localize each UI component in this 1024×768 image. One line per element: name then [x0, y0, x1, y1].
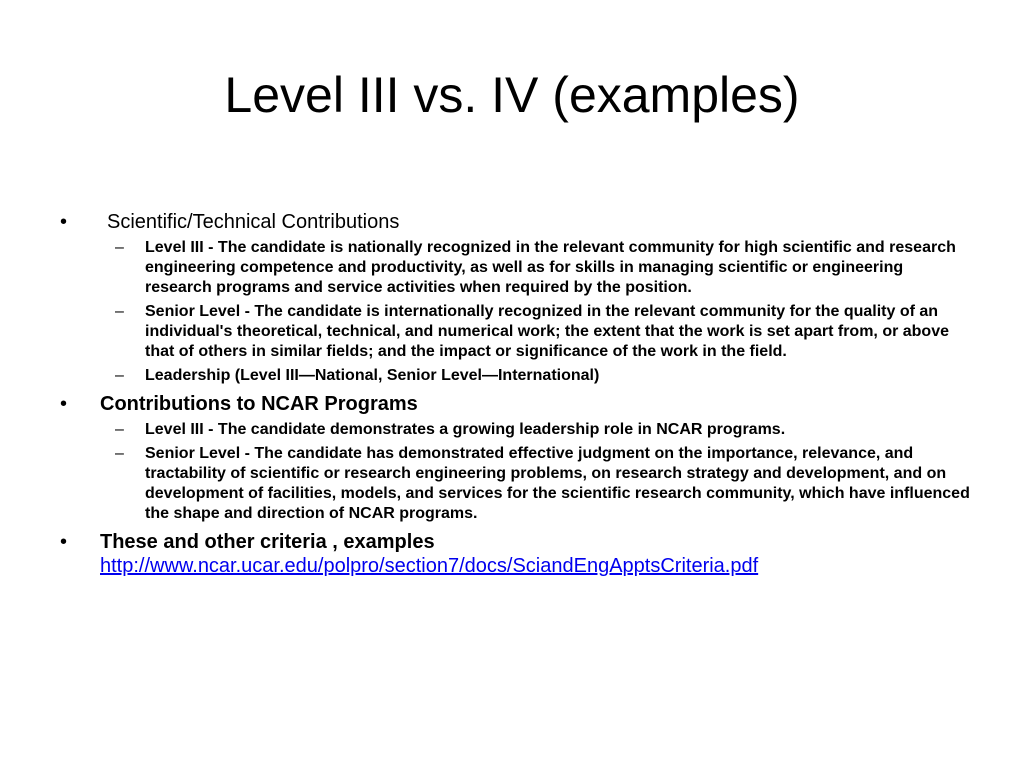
- dash-marker: –: [115, 303, 124, 320]
- slide-content: [60, 210, 970, 580]
- sub-bullet-leadership: [60, 366, 970, 386]
- bullet-text: Contributions to NCAR Programs: [100, 393, 418, 415]
- sub-bullet-text: Senior Level - The candidate has demonstrated effective judgment on the importance, relevance, and tractability of scientific or research engineering problems, on research strategy and development, and on development of facilities, models, and services for the scientific research community, which have influenced the shape and direction of NCAR programs.: [145, 445, 970, 522]
- bullet-text: Scientific/Technical Contributions: [107, 211, 400, 233]
- bullet-marker: •: [60, 531, 68, 553]
- bullet-scientific-technical: [60, 210, 970, 234]
- sub-bullet-level-iii: [60, 420, 970, 440]
- sub-bullet-text: Level III - The candidate is nationally recognized in the relevant community for high scientific and research engineering competence and productivity, as well as for skills in managing scientific or engineering research programs and service activities when required by the position.: [145, 239, 956, 296]
- sub-bullet-text: Level III - The candidate demonstrates a growing leadership role in NCAR programs.: [145, 421, 786, 438]
- sub-bullet-level-iii: [60, 238, 970, 298]
- dash-marker: –: [115, 421, 124, 438]
- sublist-ncar-programs: [60, 420, 970, 524]
- criteria-pdf-link[interactable]: http://www.ncar.ucar.edu/polpro/section7/docs/SciandEngApptsCriteria.pdf: [100, 555, 759, 577]
- sublist-scientific-technical: [60, 238, 970, 386]
- bullet-ncar-programs: [60, 392, 970, 416]
- bullet-other-criteria: [60, 530, 970, 578]
- bullet-marker: •: [60, 393, 68, 415]
- dash-marker: –: [115, 367, 124, 384]
- sub-bullet-senior-level: [60, 302, 970, 362]
- bullet-marker: •: [60, 211, 68, 233]
- dash-marker: –: [115, 239, 124, 256]
- dash-marker: –: [115, 445, 124, 462]
- bullet-text: These and other criteria , examples: [100, 531, 435, 553]
- slide-title: Level III vs. IV (examples): [224, 67, 800, 123]
- sub-bullet-senior-level: [60, 444, 970, 524]
- sub-bullet-text: Leadership (Level III—National, Senior Level—International): [145, 367, 600, 384]
- sub-bullet-text: Senior Level - The candidate is internationally recognized in the relevant community for the quality of an individual's theoretical, technical, and numerical work; the extent that the work is set apart from, or above that of others in similar fields; and the impact or significance of the work in the field.: [145, 303, 949, 360]
